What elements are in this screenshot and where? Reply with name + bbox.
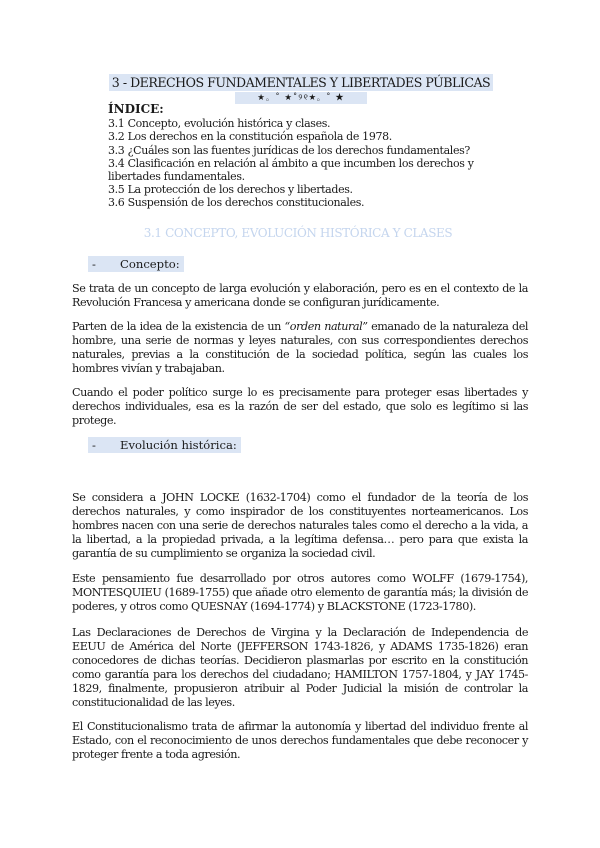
- paragraph: Las Declaraciones de Derechos de Virgina y la Declaración de Independencia de EEUU de América del Norte (JEFFERSON 1743-1826, y ADAMS 1735-1826) eran conocedores de dichas teorías. Decidieron plasmarlas por escrito en la constitución como garantía para los derechos del ciudadano; HAMILTON 1757-1804, y JAY 1745-1829, finalmente, propusieron atribuir al Poder Judicial la misión de controlar la constitucionalidad de las leyes.: [72, 626, 528, 709]
- paragraph: El Constitucionalismo trata de afirmar la autonomía y libertad del individuo frente al Estado, con el reconocimiento de unos derechos fundamentales que debe reconocer y proteger frente a toda agresión.: [72, 720, 528, 761]
- paragraph: Se considera a JOHN LOCKE (1632-1704) como el fundador de la teoría de los derechos naturales, y como inspirador de los constituyentes norteamericanos. Los hombres nacen con una serie de derechos naturales tales como el derecho a la vida, a la libertad, a la propiedad privada, a la legítima defensa… pero para que exista la garantía de su cumplimiento se organiza la sociedad civil.: [72, 491, 528, 560]
- index-item: 3.1 Concepto, evolución histórica y clases.: [108, 117, 331, 131]
- bullet-dash: -: [92, 257, 96, 271]
- document-title: 3 - DERECHOS FUNDAMENTALES Y LIBERTADES PÚBLICAS: [109, 74, 493, 91]
- index-heading: ÍNDICE:: [108, 102, 164, 116]
- section-title: 3.1 CONCEPTO, EVOLUCIÓN HISTÓRICA Y CLASES: [143, 226, 453, 240]
- subheading-label: Concepto:: [120, 257, 180, 271]
- index-item: 3.3 ¿Cuáles son las fuentes jurídicas de los derechos fundamentales?: [108, 143, 470, 157]
- subheading-evolucion: [88, 437, 241, 453]
- paragraph: [72, 320, 528, 376]
- index-item: 3.5 La protección de los derechos y libertades.: [108, 183, 353, 197]
- index-list: [108, 103, 488, 210]
- index-item: 3.2 Los derechos en la constitución española de 1978.: [108, 130, 392, 144]
- index-item: 3.4 Clasificación en relación al ámbito a que incumben los derechos y libertades fundamentales.: [108, 156, 474, 184]
- paragraph-text: emanado de la naturaleza del hombre, una serie de normas y leyes naturales, con sus correspondientes derechos naturales, previas a la constitución de la sociedad política, según las cuales los hombres vivían y trabajaban.: [72, 320, 528, 375]
- paragraph: Este pensamiento fue desarrollado por otros autores como WOLFF (1679-1754), MONTESQUIEU (1689-1755) que añade otro elemento de garantía más; la división de poderes, y otros como QUESNAY (1694-1774) y BLACKSTONE (1723-1780).: [72, 572, 528, 613]
- subheading-label: Evolución histórica:: [120, 438, 237, 452]
- emphasis-text: “orden natural”: [284, 320, 368, 333]
- paragraph: Cuando el poder político surge lo es precisamente para proteger esas libertades y derechos individuales, esa es la razón de ser del estado, que solo es legítimo si las protege.: [72, 386, 528, 427]
- decorative-stars: ★。˚ ★˚୨୧★。˚ ★: [235, 92, 367, 104]
- subheading-concepto: [88, 256, 184, 272]
- bullet-dash: -: [92, 438, 96, 452]
- paragraph-text: Parten de la idea de la existencia de un: [72, 320, 285, 333]
- title-block: [96, 72, 506, 104]
- paragraph: Se trata de un concepto de larga evolución y elaboración, pero es en el contexto de la Revolución Francesa y americana donde se configuran jurídicamente.: [72, 282, 528, 309]
- index-item: 3.6 Suspensión de los derechos constitucionales.: [108, 196, 365, 210]
